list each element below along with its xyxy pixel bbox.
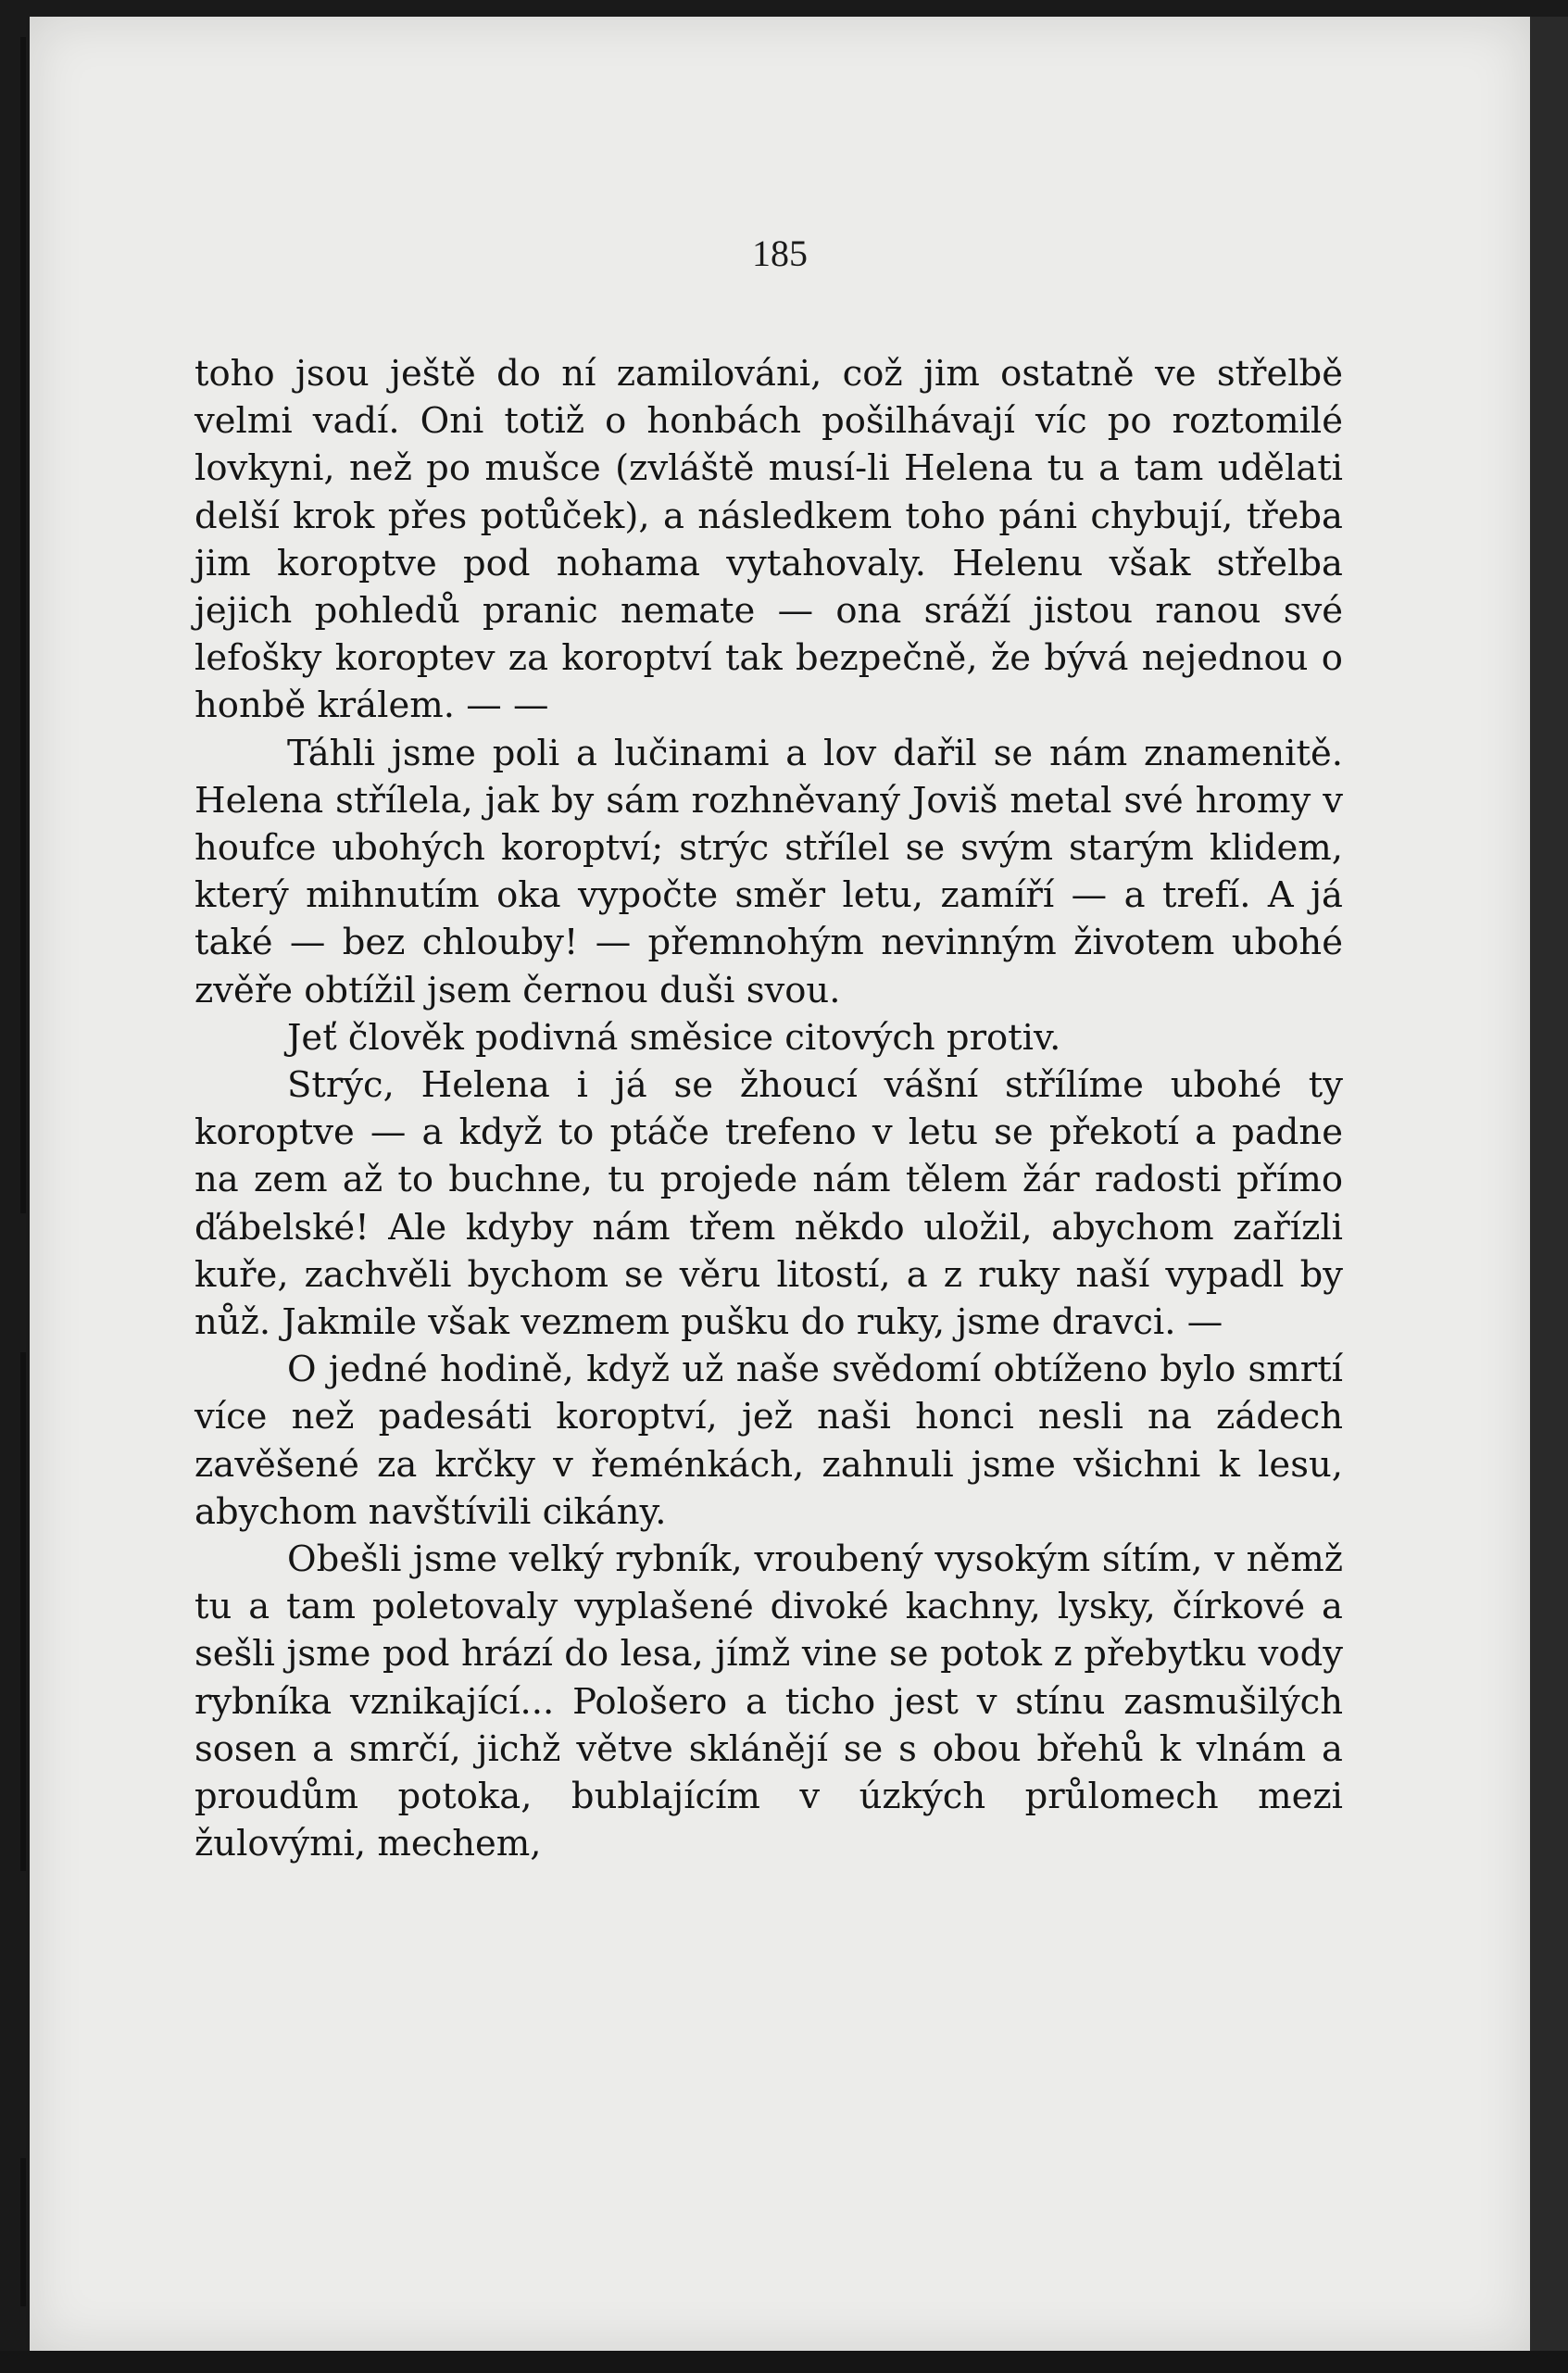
scan-edge-right	[1530, 17, 1568, 2373]
scan-edge-bottom	[0, 2351, 1568, 2373]
binding-line-bottom	[20, 2158, 26, 2306]
binding-line-upper	[20, 37, 26, 1213]
paragraph-6: Obešli jsme velký rybník, vroubený vysokým sítím, v němž tu a tam poletovaly vyplašené divoké kachny, lysky, čírkové a sešli jsme pod hrází do lesa, jímž vine se potok z přebytku vody rybníka vznikající... Pološero a ticho jest v stínu zasmušilých sosen a smrčí, jichž větve sklánějí se s obou břehů k vlnám a proudům potoka, bublajícím v úzkých průlomech mezi žulovými, mechem,	[194, 1538, 1343, 1865]
paragraph-1: toho jsou ještě do ní zamilováni, což jim ostatně ve střelbě velmi vadí. Oni totiž o honbách pošilhávají víc po roztomilé lovkyni, než po mušce (zvláště musí-li Helena tu a tam udělati delší krok přes potůček), a následkem toho páni chybují, třeba jim koroptve pod nohama vytahovaly. Helenu však střelba jejich pohledů pranic nemate — ona sráží jistou ranou své lefošky koroptev za koroptví tak bezpečně, že bývá nejednou o honbě králem. — —	[194, 353, 1343, 727]
paragraph-3: Jeť člověk podivná směsice citových protiv.	[287, 1016, 1061, 1059]
paragraph-2: Táhli jsme poli a lučinami a lov dařil se nám znamenitě. Helena střílela, jak by sám rozhněvaný Joviš metal své hromy v houfce ubohých koroptví; strýc střílel se svým starým klidem, který mihnutím oka vypočte směr letu, zamíří — a trefí. A já také — bez chlouby! — přemnohým nevinným životem ubohé zvěře obtížil jsem černou duši svou.	[194, 732, 1343, 1011]
body-text	[194, 350, 1343, 1868]
book-page	[30, 17, 1530, 2351]
paragraph-5: O jedné hodině, když už naše svědomí obtíženo bylo smrtí více než padesáti koroptví, jež naši honci nesli na zádech zavěšené za krčky v řeménkách, zahnuli jsme všichni k lesu, abychom navštívili cikány.	[194, 1349, 1343, 1533]
binding-line-lower	[20, 1352, 26, 1871]
paragraph-4: Strýc, Helena i já se žhoucí vášní střílíme ubohé ty koroptve — a když to ptáče trefeno v letu se překotí a padne na zem až to buchne, tu projede nám tělem žár radosti přímo ďábelské! Ale kdyby nám třem někdo uložil, abychom zařízli kuře, zachvěli bychom se věru litostí, a z ruky naší vypadl by nůž. Jakmile však vezmem pušku do ruky, jsme dravci. —	[194, 1064, 1343, 1344]
page-number: 185	[752, 232, 808, 274]
